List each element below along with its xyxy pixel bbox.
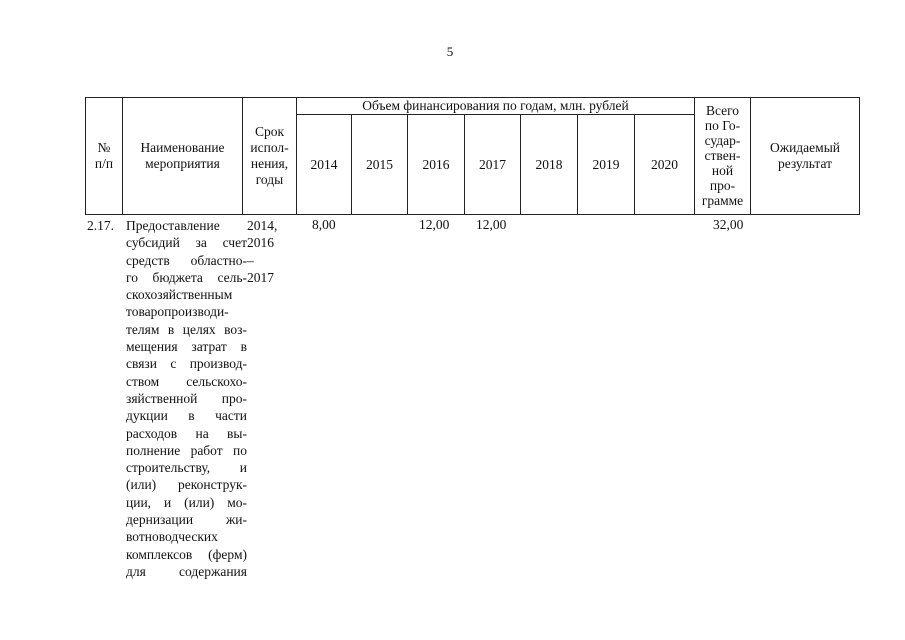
header-name [123, 98, 242, 214]
measure-name-line: субсидий за счет [126, 235, 247, 251]
term-line: 2014, [247, 218, 278, 233]
measure-name-line: зяйственной про- [126, 390, 247, 406]
header-year-2016: 2016 [422, 156, 450, 172]
value-2014: 8,00 [312, 217, 336, 232]
measure-name-line: (или) реконструк- [126, 477, 247, 493]
measure-name-line: средств областно- [126, 252, 247, 268]
header-year-2018: 2018 [535, 156, 563, 172]
measure-name-line: телям в целях воз- [126, 321, 247, 337]
row-term [247, 217, 283, 286]
header-year-2019: 2019 [592, 156, 620, 172]
header-result-label: Ожидаемый результат [770, 140, 840, 171]
measure-name-line: связи с производ- [126, 356, 247, 372]
measure-name-line: товаропроизводи- [126, 304, 229, 320]
header-term-label: Срок испол- нения, годы [250, 124, 289, 187]
measure-name-line: полнение работ по [126, 442, 247, 458]
header-num-label: № п/п [94, 140, 114, 171]
header-total [695, 97, 750, 214]
table-header [85, 97, 860, 215]
value-2017: 12,00 [476, 217, 507, 232]
header-total-label: Всего по Го- судар- ствен- ной про- грамме [701, 103, 744, 208]
measure-name-line: ством сельскохо- [126, 373, 247, 389]
header-year-2014: 2014 [310, 156, 338, 172]
table-header-bottom-border [85, 214, 860, 215]
term-line: 2016 – [247, 235, 274, 268]
measure-name-line: комплексов (ферм) [126, 546, 247, 562]
header-num [86, 98, 122, 214]
header-year-2020: 2020 [651, 156, 678, 172]
header-year-2015: 2015 [366, 156, 393, 172]
measure-name-line: дернизации жи- [126, 512, 247, 528]
measure-name-line: скохозяйственным [126, 287, 233, 303]
header-name-label: Наименование мероприятия [140, 140, 225, 171]
header-term [243, 98, 296, 214]
header-year-2017: 2017 [479, 156, 506, 172]
value-2016: 12,00 [419, 217, 450, 232]
measure-name-line: вотноводческих [126, 529, 218, 545]
measure-name-line: строительству, и [126, 460, 247, 476]
row-measure-name [126, 217, 247, 580]
measure-name-line: расходов на вы- [126, 425, 247, 441]
measure-name-line: Предоставление [126, 218, 220, 233]
page-number: 5 [446, 44, 454, 59]
col-line [859, 97, 860, 215]
value-total: 32,00 [713, 217, 744, 232]
header-funding-group [297, 97, 694, 114]
measure-name-line: для содержания [126, 563, 247, 579]
measure-name-line: го бюджета сель- [126, 269, 247, 285]
measure-name-line: дукции в части [126, 408, 247, 424]
measure-name-line: мещения затрат в [126, 339, 247, 355]
row-number: 2.17. [87, 218, 114, 233]
header-result [751, 98, 859, 214]
term-line: 2017 [247, 269, 274, 285]
measure-name-line: ции, и (или) мо- [126, 494, 247, 510]
header-funding-group-label: Объем финансирования по годам, млн. рублей [362, 97, 629, 113]
